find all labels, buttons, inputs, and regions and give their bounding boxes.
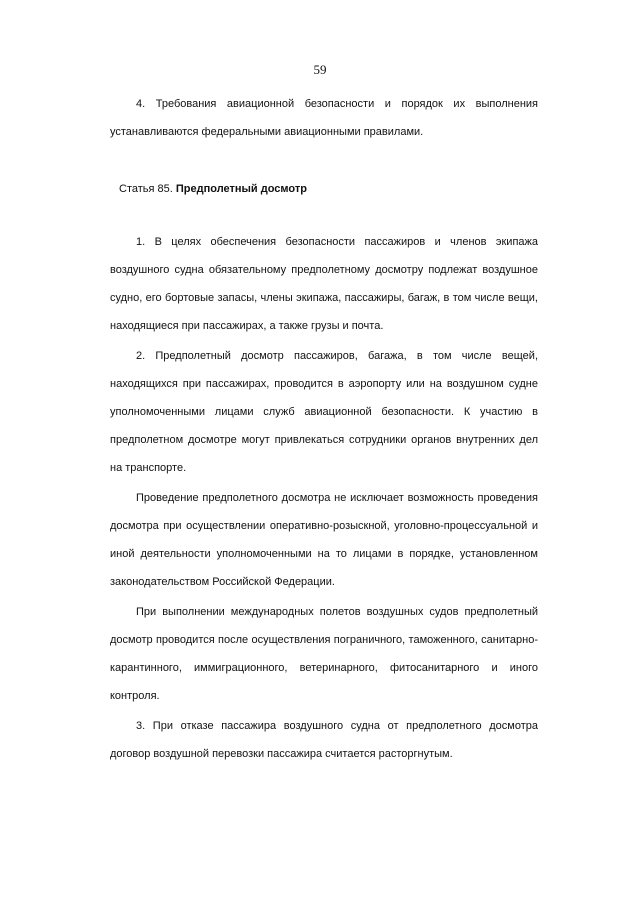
paragraph-inspection-procedure: 2. Предполетный досмотр пассажиров, багажа, в том числе вещей, находящихся при пассажирах, проводится в аэропорту или на воздушном судне уполномоченными лицами служб авиационной безопасности. К участию в предполетном досмотре могут привлекаться сотрудники органов внутренних дел на транспорте. xyxy=(110,350,538,474)
paragraph-inspection-scope: 1. В целях обеспечения безопасности пассажиров и членов экипажа воздушного судна обязательному предполетному досмотру подлежат воздушное судно, его бортовые запасы, члены экипажа, пассажиры, багаж, в том числе вещи, находящиеся при пассажирах, а также грузы и почта. xyxy=(110,236,538,332)
paragraph-refusal-consequence: 3. При отказе пассажира воздушного судна от предполетного досмотра договор воздушной перевозки пассажира считается расторгнутым. xyxy=(110,720,538,760)
article-title: Предполетный досмотр xyxy=(175,183,307,195)
paragraph-inspection-exceptions: Проведение предполетного досмотра не исключает возможность проведения досмотра при осуществлении оперативно-розыскной, уголовно-процессуальной и иной деятельности уполномоченными на то лицами в порядке, установленном законодательством Российской Федерации. xyxy=(110,492,538,588)
page-number: 59 xyxy=(313,62,327,77)
article-number: Статья 85. xyxy=(119,183,176,195)
article-heading xyxy=(110,175,538,203)
paragraph-security-requirements: 4. Требования авиационной безопасности и порядок их выполнения устанавливаются федеральными авиационными правилами. xyxy=(110,98,538,138)
document-body xyxy=(110,90,538,768)
paragraph-international-flights: При выполнении международных полетов воздушных судов предполетный досмотр проводится после осуществления пограничного, таможенного, санитарно-карантинного, иммиграционного, ветеринарного, фитосанитарного и иного контроля. xyxy=(110,606,538,702)
